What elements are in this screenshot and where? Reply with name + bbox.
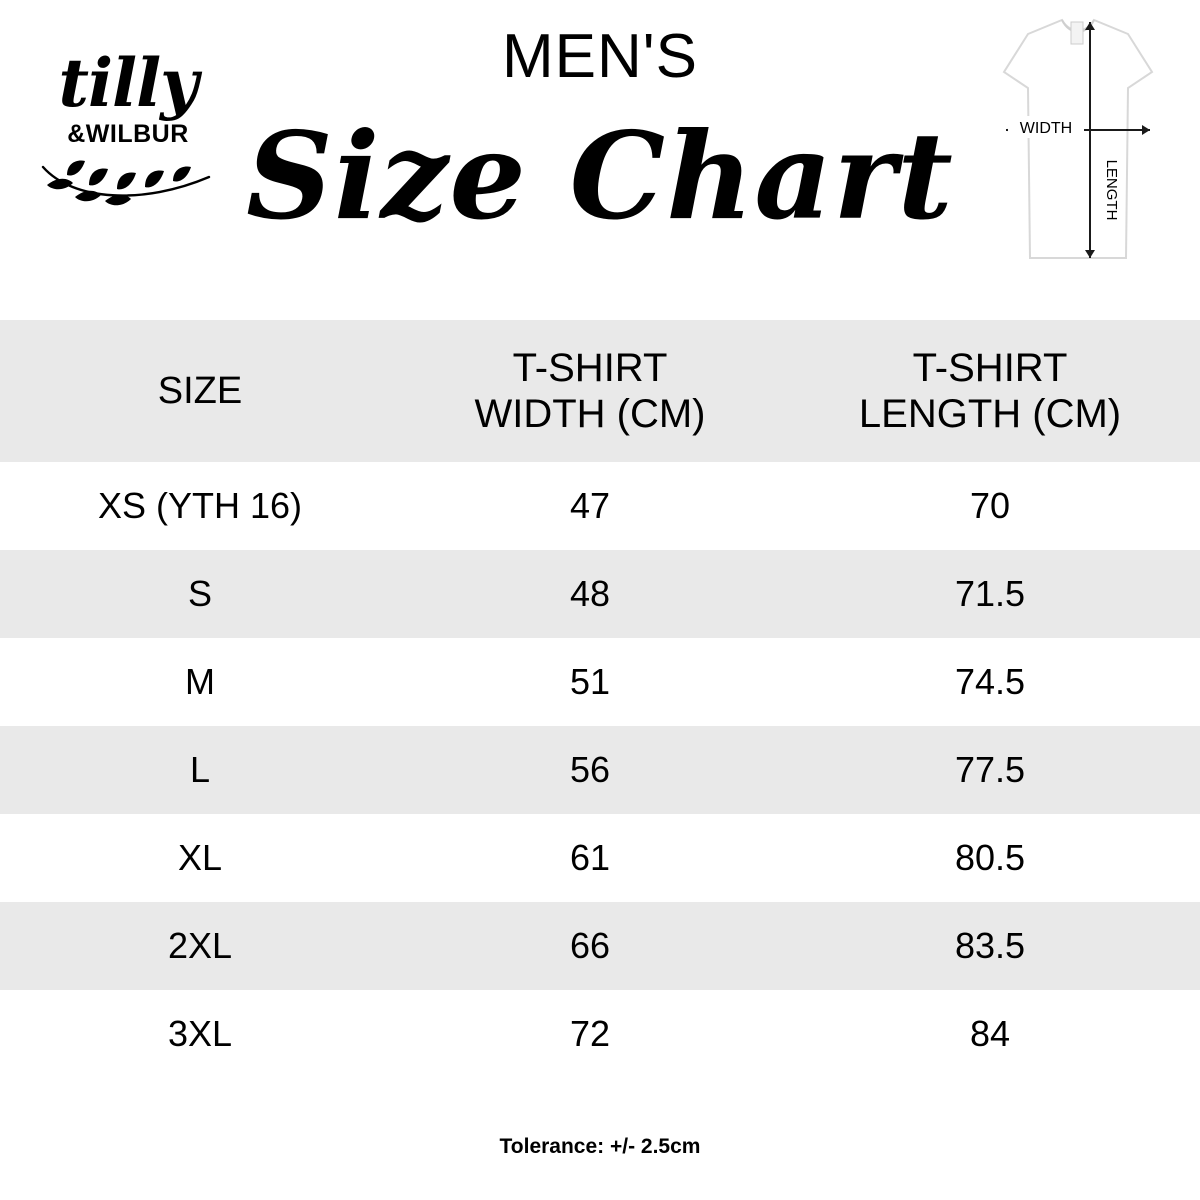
table-row [0, 726, 1200, 814]
leaf-branch-icon [28, 155, 228, 209]
cell-size: L [189, 749, 211, 790]
table-row [0, 638, 1200, 726]
title-eyebrow: MEN'S [502, 22, 698, 91]
cell-width: 66 [569, 925, 611, 966]
cell-width: 51 [569, 661, 611, 702]
table-row [0, 814, 1200, 902]
tshirt-measurement-diagram [966, 8, 1186, 288]
cell-width: 56 [569, 749, 611, 790]
cell-length: 71.5 [954, 573, 1026, 614]
cell-width: 47 [569, 485, 611, 526]
column-header-width-line1: T-SHIRT [512, 346, 668, 390]
brand-name-script: tilly [58, 44, 198, 122]
title-main: Size Chart [246, 106, 954, 247]
cell-size: S [187, 573, 212, 614]
cell-size: 2XL [167, 925, 233, 966]
tolerance-note: Tolerance: +/- 2.5cm [499, 1135, 701, 1158]
column-header-size: SIZE [157, 370, 243, 412]
column-header-width [400, 345, 780, 437]
cell-length: 80.5 [954, 837, 1026, 878]
column-header-width-line2: WIDTH (CM) [474, 392, 706, 436]
table-row [0, 550, 1200, 638]
cell-length: 77.5 [954, 749, 1026, 790]
cell-length: 83.5 [954, 925, 1026, 966]
column-header-length [780, 345, 1200, 437]
header [0, 0, 1200, 320]
svg-text:LENGTH: LENGTH [1103, 159, 1120, 221]
cell-width: 72 [569, 1013, 611, 1054]
cell-length: 74.5 [954, 661, 1026, 702]
brand-name-sub: &WILBUR [67, 120, 189, 148]
brand-logo [28, 44, 228, 248]
page-title [230, 22, 970, 252]
column-header-length-line1: T-SHIRT [912, 346, 1068, 390]
table-row [0, 990, 1200, 1078]
cell-length: 84 [969, 1013, 1011, 1054]
cell-size: XS (YTH 16) [97, 485, 303, 526]
svg-text:WIDTH: WIDTH [1019, 120, 1073, 137]
table-row [0, 462, 1200, 550]
cell-size: 3XL [167, 1013, 233, 1054]
column-header-length-line2: LENGTH (CM) [858, 392, 1122, 436]
table-row [0, 902, 1200, 990]
table-header-row [0, 320, 1200, 462]
cell-width: 48 [569, 573, 611, 614]
size-chart-table [0, 320, 1200, 1078]
cell-length: 70 [969, 485, 1011, 526]
cell-width: 61 [569, 837, 611, 878]
cell-size: XL [177, 837, 223, 878]
cell-size: M [185, 661, 215, 702]
